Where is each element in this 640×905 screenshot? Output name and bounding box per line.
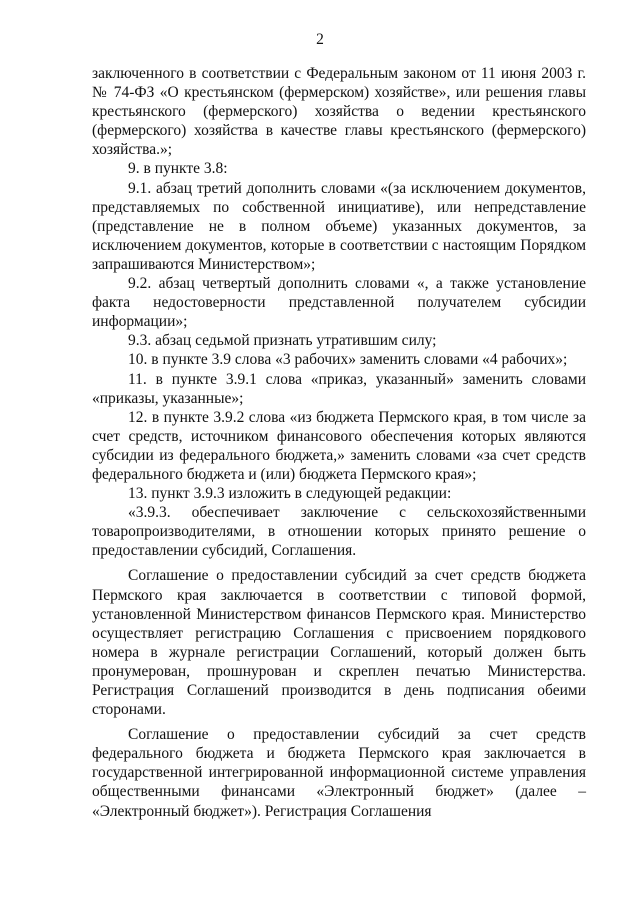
paragraph-item-9-3: 9.3. абзац седьмой признать утратившим силу; (128, 332, 437, 350)
document-body (92, 64, 586, 821)
paragraph-item-9-2: 9.2. абзац четвертый дополнить словами «, а также установление факта недостоверности представленной получателем субсидии информации»; (92, 275, 586, 331)
paragraph-agreement-federal: Соглашение о предоставлении субсидий за счет средств федерального бюджета и бюджета Пермского края заключается в государственной интегрированной информационной системе управления общественными финансами «Электронный бюджет» (далее – «Электронный бюджет»). Регистрация Соглашения (92, 726, 586, 820)
paragraph-item-11: 11. в пункте 3.9.1 слова «приказ, указанный» заменить словами «приказы, указанные»; (92, 370, 586, 407)
paragraph-item-10: 10. в пункте 3.9 слова «3 рабочих» заменить словами «4 рабочих»; (128, 351, 568, 369)
paragraph-item-13: 13. пункт 3.9.3 изложить в следующей редакции: (128, 485, 452, 503)
paragraph-continuation: заключенного в соответствии с Федеральным законом от 11 июня 2003 г. № 74-ФЗ «О крестьянском (фермерском) хозяйстве», или решения главы крестьянского (фермерского) хозяйства о ведении крестьянского (фермерского) хозяйства в качестве главы крестьянского (фермерского) хозяйства.»; (92, 65, 586, 159)
paragraph-item-9: 9. в пункте 3.8: (128, 160, 228, 178)
page-number: 2 (316, 31, 324, 48)
paragraph-clause-3-9-3: «3.9.3. обеспечивает заключение с сельскохозяйственными товаропроизводителями, в отношении которых принято решение о предоставлении субсидий, Соглашения. (92, 504, 586, 560)
paragraph-agreement-regional: Соглашение о предоставлении субсидий за счет средств бюджета Пермского края заключается в соответствии с типовой формой, установленной Министерством финансов Пермского края. Министерство осуществляет регистрацию Соглашения с присвоением порядкового номера в журнале регистрации Соглашений, который должен быть пронумерован, прошнурован и скреплен печатью Министерства. Регистрация Соглашений производится в день подписания обеими сторонами. (92, 567, 586, 719)
paragraph-item-9-1: 9.1. абзац третий дополнить словами «(за исключением документов, представляемых по собственной инициативе), или непредставление (представление не в полном объеме) указанных документов, за исключением документов, которые в соответствии с настоящим Порядком запрашиваются Министерством»; (92, 179, 586, 273)
paragraph-item-12: 12. в пункте 3.9.2 слова «из бюджета Пермского края, в том числе за счет средств, источником финансового обеспечения которых являются субсидии из федерального бюджета,» заменить словами «за счет средств федерального бюджета и (или) бюджета Пермского края»; (92, 408, 586, 483)
